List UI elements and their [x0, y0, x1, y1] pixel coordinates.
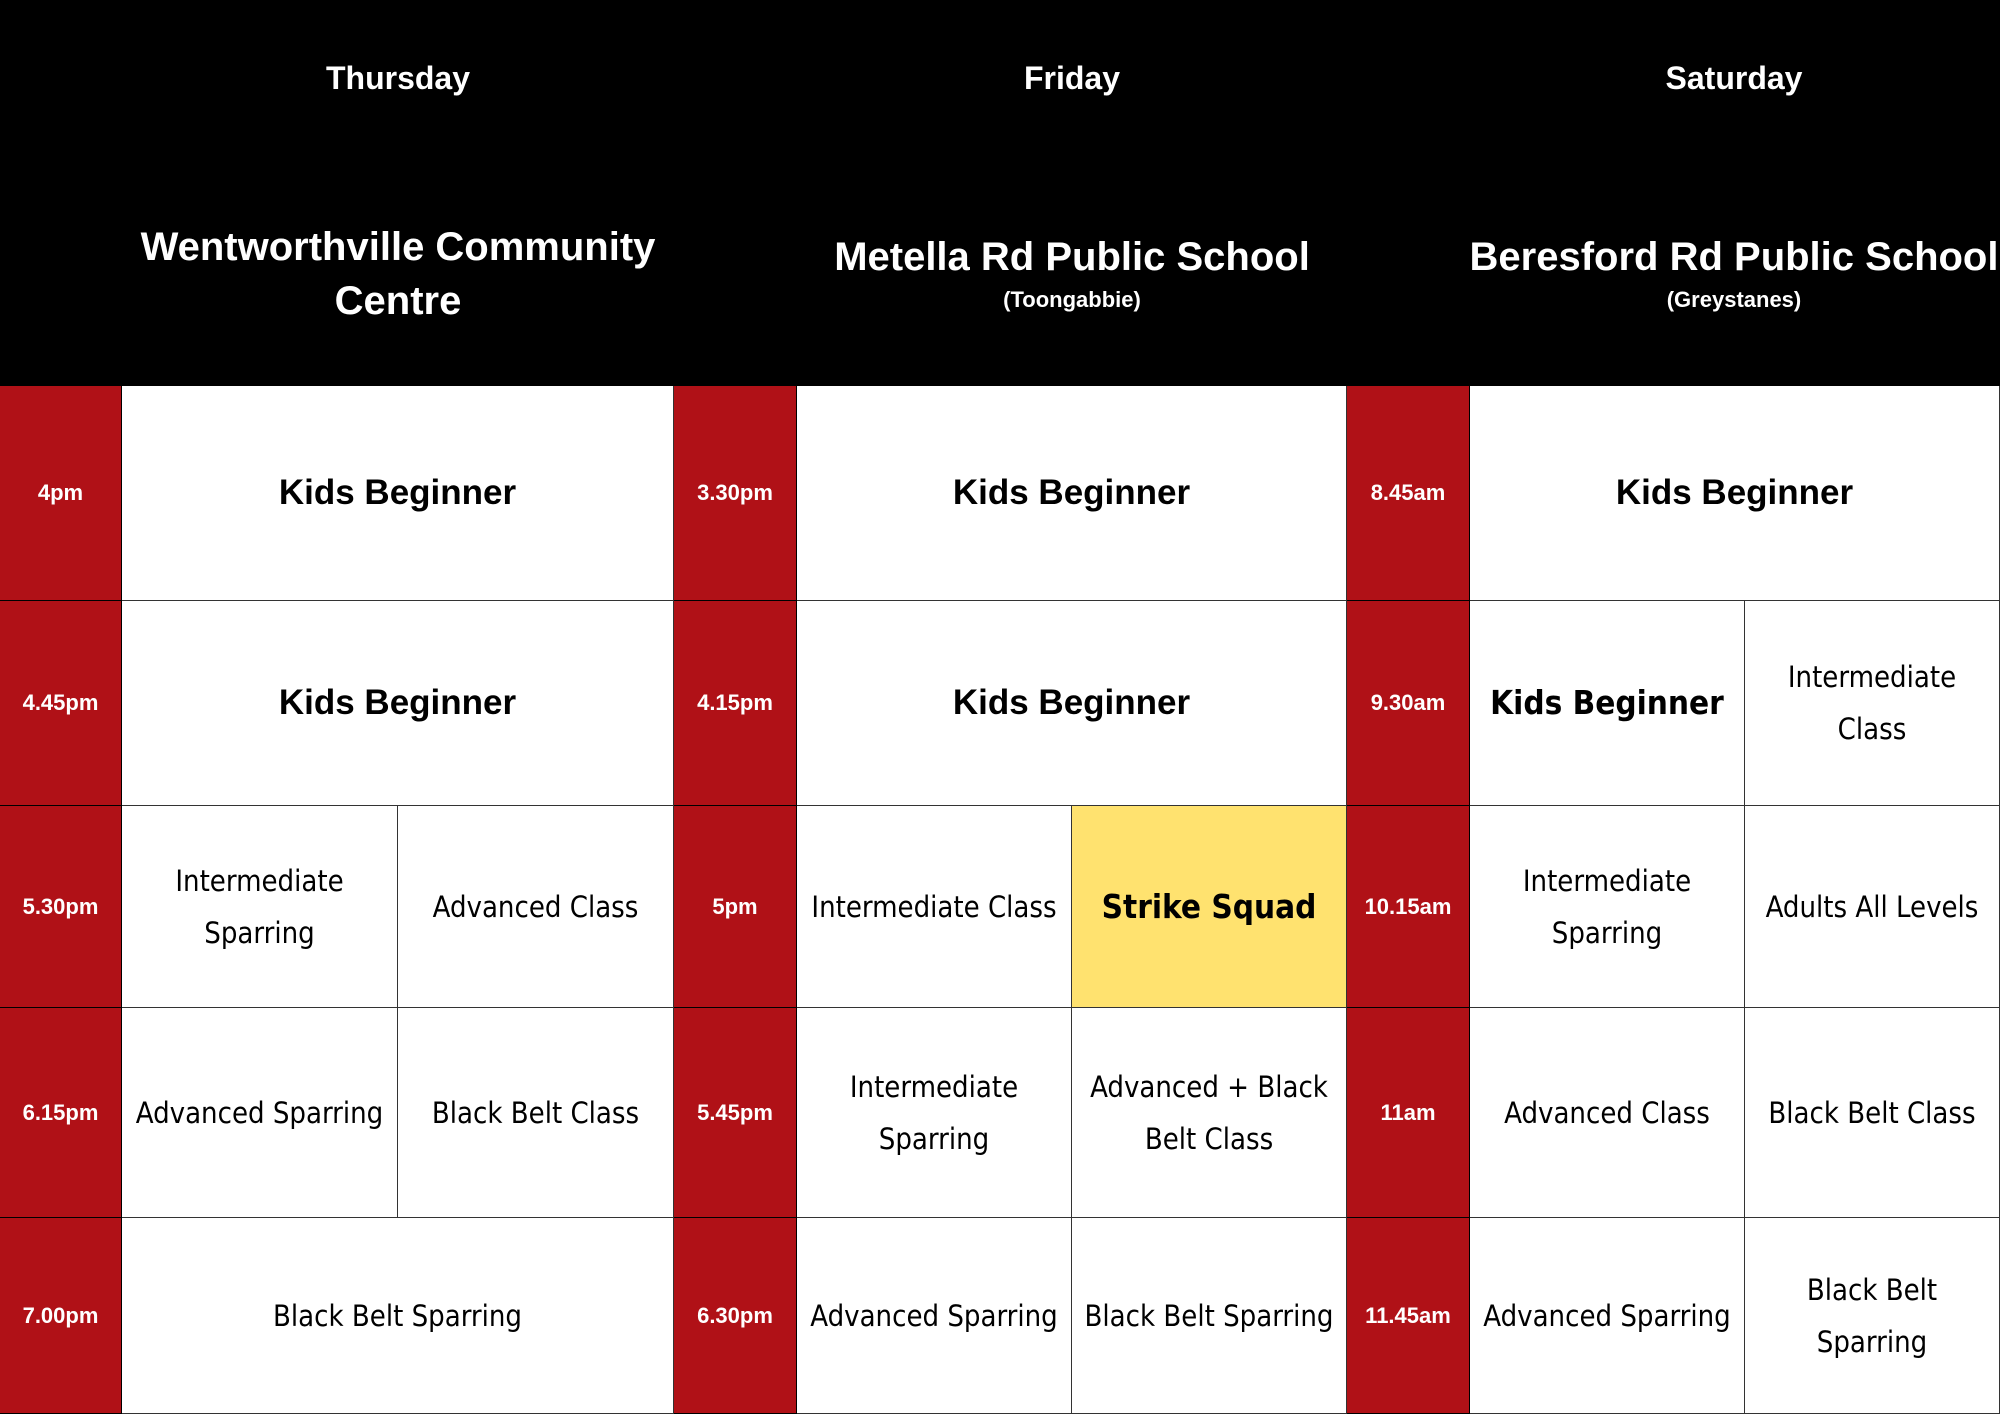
venue-friday: Metella Rd Public School [834, 235, 1310, 279]
class-cell: Advanced Sparring [122, 1008, 398, 1218]
venue-thursday [122, 220, 674, 328]
time-slot: 9.30am [1347, 601, 1470, 806]
time-slot: 11.45am [1347, 1218, 1470, 1414]
schedule-header [0, 0, 2000, 386]
day-title-thursday: Thursday [325, 60, 471, 96]
saturday-header [1468, 0, 2000, 386]
time-slot: 11am [1347, 1008, 1470, 1218]
class-cell: Black Belt Sparring [122, 1218, 674, 1414]
venue-thursday-line1: Wentworthville Community [140, 225, 656, 269]
time-slot: 10.15am [1347, 806, 1470, 1008]
class-cell: Advanced Class [1470, 1008, 1745, 1218]
class-cell: Black Belt Class [398, 1008, 674, 1218]
class-cell: Intermediate Sparring [1470, 806, 1745, 1008]
time-slot: 5pm [674, 806, 797, 1008]
strike-squad-cell: Strike Squad [1072, 806, 1347, 1008]
day-title-saturday: Saturday [1665, 60, 1803, 96]
time-slot: 7.00pm [0, 1218, 122, 1414]
day-title-friday: Friday [1023, 60, 1121, 96]
time-slot: 6.30pm [674, 1218, 797, 1414]
class-cell: Black Belt Sparring [1745, 1218, 2000, 1414]
time-slot: 4.45pm [0, 601, 122, 806]
suburb-saturday: (Greystanes) [1666, 287, 1802, 312]
class-cell: Kids Beginner [1470, 601, 1745, 806]
class-cell: Intermediate Class [1745, 601, 2000, 806]
class-cell: Kids Beginner [797, 386, 1347, 601]
class-cell: Advanced Sparring [797, 1218, 1072, 1414]
class-cell: Kids Beginner [797, 601, 1347, 806]
venue-thursday-line2: Centre [334, 279, 462, 323]
time-slot: 8.45am [1347, 386, 1470, 601]
class-cell: Kids Beginner [122, 386, 674, 601]
class-cell: Intermediate Sparring [122, 806, 398, 1008]
class-cell: Intermediate Sparring [797, 1008, 1072, 1218]
suburb-friday: (Toongabbie) [1003, 287, 1141, 312]
time-slot: 3.30pm [674, 386, 797, 601]
thursday-header [122, 0, 674, 386]
time-slot: 5.45pm [674, 1008, 797, 1218]
time-slot: 4pm [0, 386, 122, 601]
class-cell: Advanced Sparring [1470, 1218, 1745, 1414]
venue-saturday: Beresford Rd Public School [1469, 235, 1999, 279]
time-slot: 6.15pm [0, 1008, 122, 1218]
class-cell: Advanced Class [398, 806, 674, 1008]
friday-header [797, 0, 1347, 386]
class-cell: Intermediate Class [797, 806, 1072, 1008]
class-cell: Black Belt Class [1745, 1008, 2000, 1218]
time-slot: 5.30pm [0, 806, 122, 1008]
class-cell: Adults All Levels [1745, 806, 2000, 1008]
class-cell: Kids Beginner [1470, 386, 2000, 601]
class-cell: Black Belt Sparring [1072, 1218, 1347, 1414]
class-cell: Advanced + Black Belt Class [1072, 1008, 1347, 1218]
class-cell: Kids Beginner [122, 601, 674, 806]
time-slot: 4.15pm [674, 601, 797, 806]
